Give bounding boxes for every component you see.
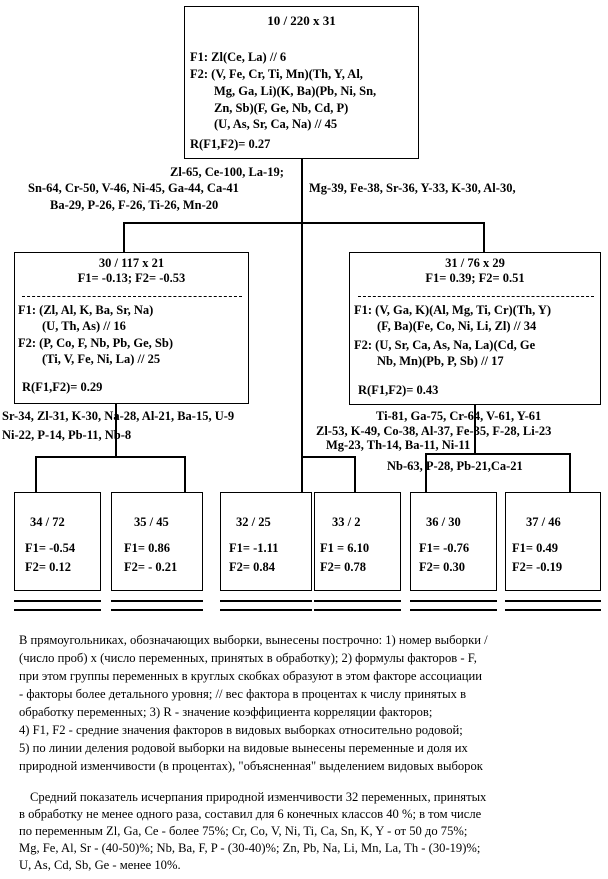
split-root-left: Ba-29, P-26, F-26, Ti-26, Mn-20 bbox=[50, 198, 219, 212]
leaf-f2: F2= 0.12 bbox=[25, 560, 72, 574]
root-correlation: R(F1,F2)= 0.27 bbox=[190, 137, 271, 151]
summary-line: в обработку не менее одного раза, составил для 6 конечных классов 40 %; в том числе bbox=[19, 807, 482, 821]
note-line: 5) по линии деления родовой выборки на видовые вынесены переменные и доля их bbox=[19, 741, 468, 755]
note-line: (число проб) х (число переменных, принятых в обработку); 2) формулы факторов - F, bbox=[19, 651, 477, 665]
leaf-f2: F2= 0.78 bbox=[320, 560, 367, 574]
leaf-underline bbox=[505, 609, 601, 611]
right-mid-line: (F, Ba)(Fe, Co, Ni, Li, Zl) // 34 bbox=[377, 319, 537, 333]
right-mid-line: F2: (U, Sr, Ca, As, Na, La)(Cd, Ge bbox=[354, 338, 536, 352]
leaf-f2: F2= 0.30 bbox=[419, 560, 466, 574]
left-mid-means: F1= -0.13; F2= -0.53 bbox=[77, 271, 186, 285]
leaf-f1: F1 = 6.10 bbox=[320, 541, 370, 555]
leaf-underline bbox=[111, 609, 203, 611]
root-line: (U, As, Sr, Ca, Na) // 45 bbox=[214, 117, 338, 131]
leaf-underline bbox=[14, 609, 101, 611]
connector-to-leaf-34 bbox=[35, 456, 37, 492]
left-mid-line: F2: (P, Co, F, Nb, Pb, Ge, Sb) bbox=[18, 336, 173, 350]
split-right: Mg-23, Th-14, Ba-11, Ni-11 bbox=[326, 438, 471, 452]
leaf-f2: F2= 0.84 bbox=[229, 560, 276, 574]
summary-line: Средний показатель исчерпания природной изменчивости 32 переменных, принятых bbox=[30, 790, 487, 804]
split-root-right: Mg-39, Fe-38, Sr-36, Y-33, K-30, Al-30, bbox=[309, 181, 516, 195]
left-mid-divider bbox=[22, 296, 242, 297]
root-line: Zn, Sb)(F, Ge, Nb, Cd, P) bbox=[214, 101, 349, 115]
leaf-title: 36 / 30 bbox=[426, 515, 461, 529]
right-mid-line: Nb, Mn)(Pb, P, Sb) // 17 bbox=[377, 354, 504, 368]
note-line: обработку переменных; 3) R - значение коэффициента корреляции факторов; bbox=[19, 705, 433, 719]
leaf-f1: F1= -0.54 bbox=[25, 541, 76, 555]
split-right: Ti-81, Ga-75, Cr-64, V-61, Y-61 bbox=[376, 409, 542, 423]
leaf-underline bbox=[220, 609, 312, 611]
split-right: Zl-53, K-49, Co-38, Al-37, Fe-35, F-28, Li-23 bbox=[316, 424, 552, 438]
connector-to-left-mid bbox=[123, 222, 125, 252]
leaf-f1: F1= 0.86 bbox=[124, 541, 171, 555]
leaf-f1: F1= -0.76 bbox=[419, 541, 470, 555]
right-mid-correlation: R(F1,F2)= 0.43 bbox=[358, 383, 439, 397]
summary-line: U, As, Cd, Sb, Ge - менее 10%. bbox=[19, 858, 181, 872]
leaf-f2: F2= -0.19 bbox=[512, 560, 563, 574]
connector-right-horizontal bbox=[425, 453, 570, 455]
leaf-title: 37 / 46 bbox=[526, 515, 561, 529]
split-root-left: Zl-65, Ce-100, La-19; bbox=[170, 165, 284, 179]
note-line: - факторы более детального уровня; // вес фактора в процентах к числу принятых в bbox=[19, 687, 467, 701]
leaf-underline bbox=[111, 600, 203, 602]
leaf-underline bbox=[505, 600, 601, 602]
right-mid-title: 31 / 76 x 29 bbox=[445, 256, 505, 270]
right-mid-divider bbox=[358, 296, 594, 297]
split-left: Ni-22, P-14, Pb-11, Nb-8 bbox=[2, 428, 132, 442]
left-mid-line: F1: (Zl, Al, K, Ba, Sr, Na) bbox=[18, 303, 154, 317]
leaf-underline bbox=[410, 600, 497, 602]
leaf-title: 35 / 45 bbox=[134, 515, 169, 529]
leaf-underline bbox=[14, 600, 101, 602]
leaf-title: 34 / 72 bbox=[30, 515, 65, 529]
root-line: Mg, Ga, Li)(K, Ba)(Pb, Ni, Sn, bbox=[214, 84, 377, 98]
connector-to-leaf-32 bbox=[301, 456, 303, 492]
leaf-f2: F2= - 0.21 bbox=[124, 560, 178, 574]
root-line: F2: (V, Fe, Cr, Ti, Mn)(Th, Y, Al, bbox=[190, 67, 363, 81]
left-mid-line: (Ti, V, Fe, Ni, La) // 25 bbox=[42, 352, 161, 366]
connector-left-horizontal bbox=[35, 456, 185, 458]
left-mid-title: 30 / 117 x 21 bbox=[98, 256, 165, 270]
leaf-f1: F1= -1.11 bbox=[229, 541, 279, 555]
leaf-underline bbox=[410, 609, 497, 611]
root-title: 10 / 220 x 31 bbox=[267, 13, 336, 28]
split-left: Sr-34, Zl-31, K-30, Na-28, Al-21, Ba-15, U-9 bbox=[2, 409, 235, 423]
note-line: В прямоугольниках, обозначающих выборки, вынесены построчно: 1) номер выборки / bbox=[19, 633, 488, 647]
connector-to-leaf-37 bbox=[569, 453, 571, 492]
connector-center-horizontal bbox=[301, 456, 355, 458]
right-mid-line: F1: (V, Ga, K)(Al, Mg, Ti, Cr)(Th, Y) bbox=[354, 303, 552, 317]
summary-line: по переменным Zl, Ga, Ce - более 75%; Cr, Co, V, Ni, Ti, Ca, Sn, K, Y - от 50 до 75%; bbox=[19, 824, 468, 838]
root-line: F1: Zl(Ce, La) // 6 bbox=[190, 50, 287, 64]
leaf-title: 32 / 25 bbox=[236, 515, 271, 529]
connector-to-right-mid bbox=[483, 222, 485, 252]
connector-root-horizontal bbox=[123, 222, 484, 224]
leaf-title: 33 / 2 bbox=[332, 515, 361, 529]
right-mid-means: F1= 0.39; F2= 0.51 bbox=[425, 271, 525, 285]
left-mid-correlation: R(F1,F2)= 0.29 bbox=[22, 380, 103, 394]
note-line: при этом группы переменных в круглых скобках образуют в этом факторе ассоциации bbox=[19, 669, 483, 683]
split-root-left: Sn-64, Cr-50, V-46, Ni-45, Ga-44, Ca-41 bbox=[28, 181, 239, 195]
connector-to-leaf-35 bbox=[184, 456, 186, 492]
leaf-underline bbox=[314, 600, 401, 602]
split-right: Nb-63, P-28, Pb-21,Ca-21 bbox=[387, 459, 523, 473]
connector-center-down bbox=[301, 222, 303, 456]
summary-line: Mg, Fe, Al, Sr - (40-50)%; Nb, Ba, F, P - (30-40)%; Zn, Pb, Na, Li, Mn, La, Th - (30-19)%; bbox=[19, 841, 481, 855]
leaf-f1: F1= 0.49 bbox=[512, 541, 559, 555]
left-mid-line: (U, Th, As) // 16 bbox=[42, 319, 126, 333]
leaf-underline bbox=[314, 609, 401, 611]
connector-root-down bbox=[301, 159, 303, 222]
leaf-underline bbox=[220, 600, 312, 602]
note-line: природной изменчивости (в процентах), "объясненная" выделением видовых выборок bbox=[19, 759, 483, 773]
connector-to-leaf-33 bbox=[354, 456, 356, 492]
note-line: 4) F1, F2 - средние значения факторов в видовых выборках относительно родовой; bbox=[19, 723, 463, 737]
